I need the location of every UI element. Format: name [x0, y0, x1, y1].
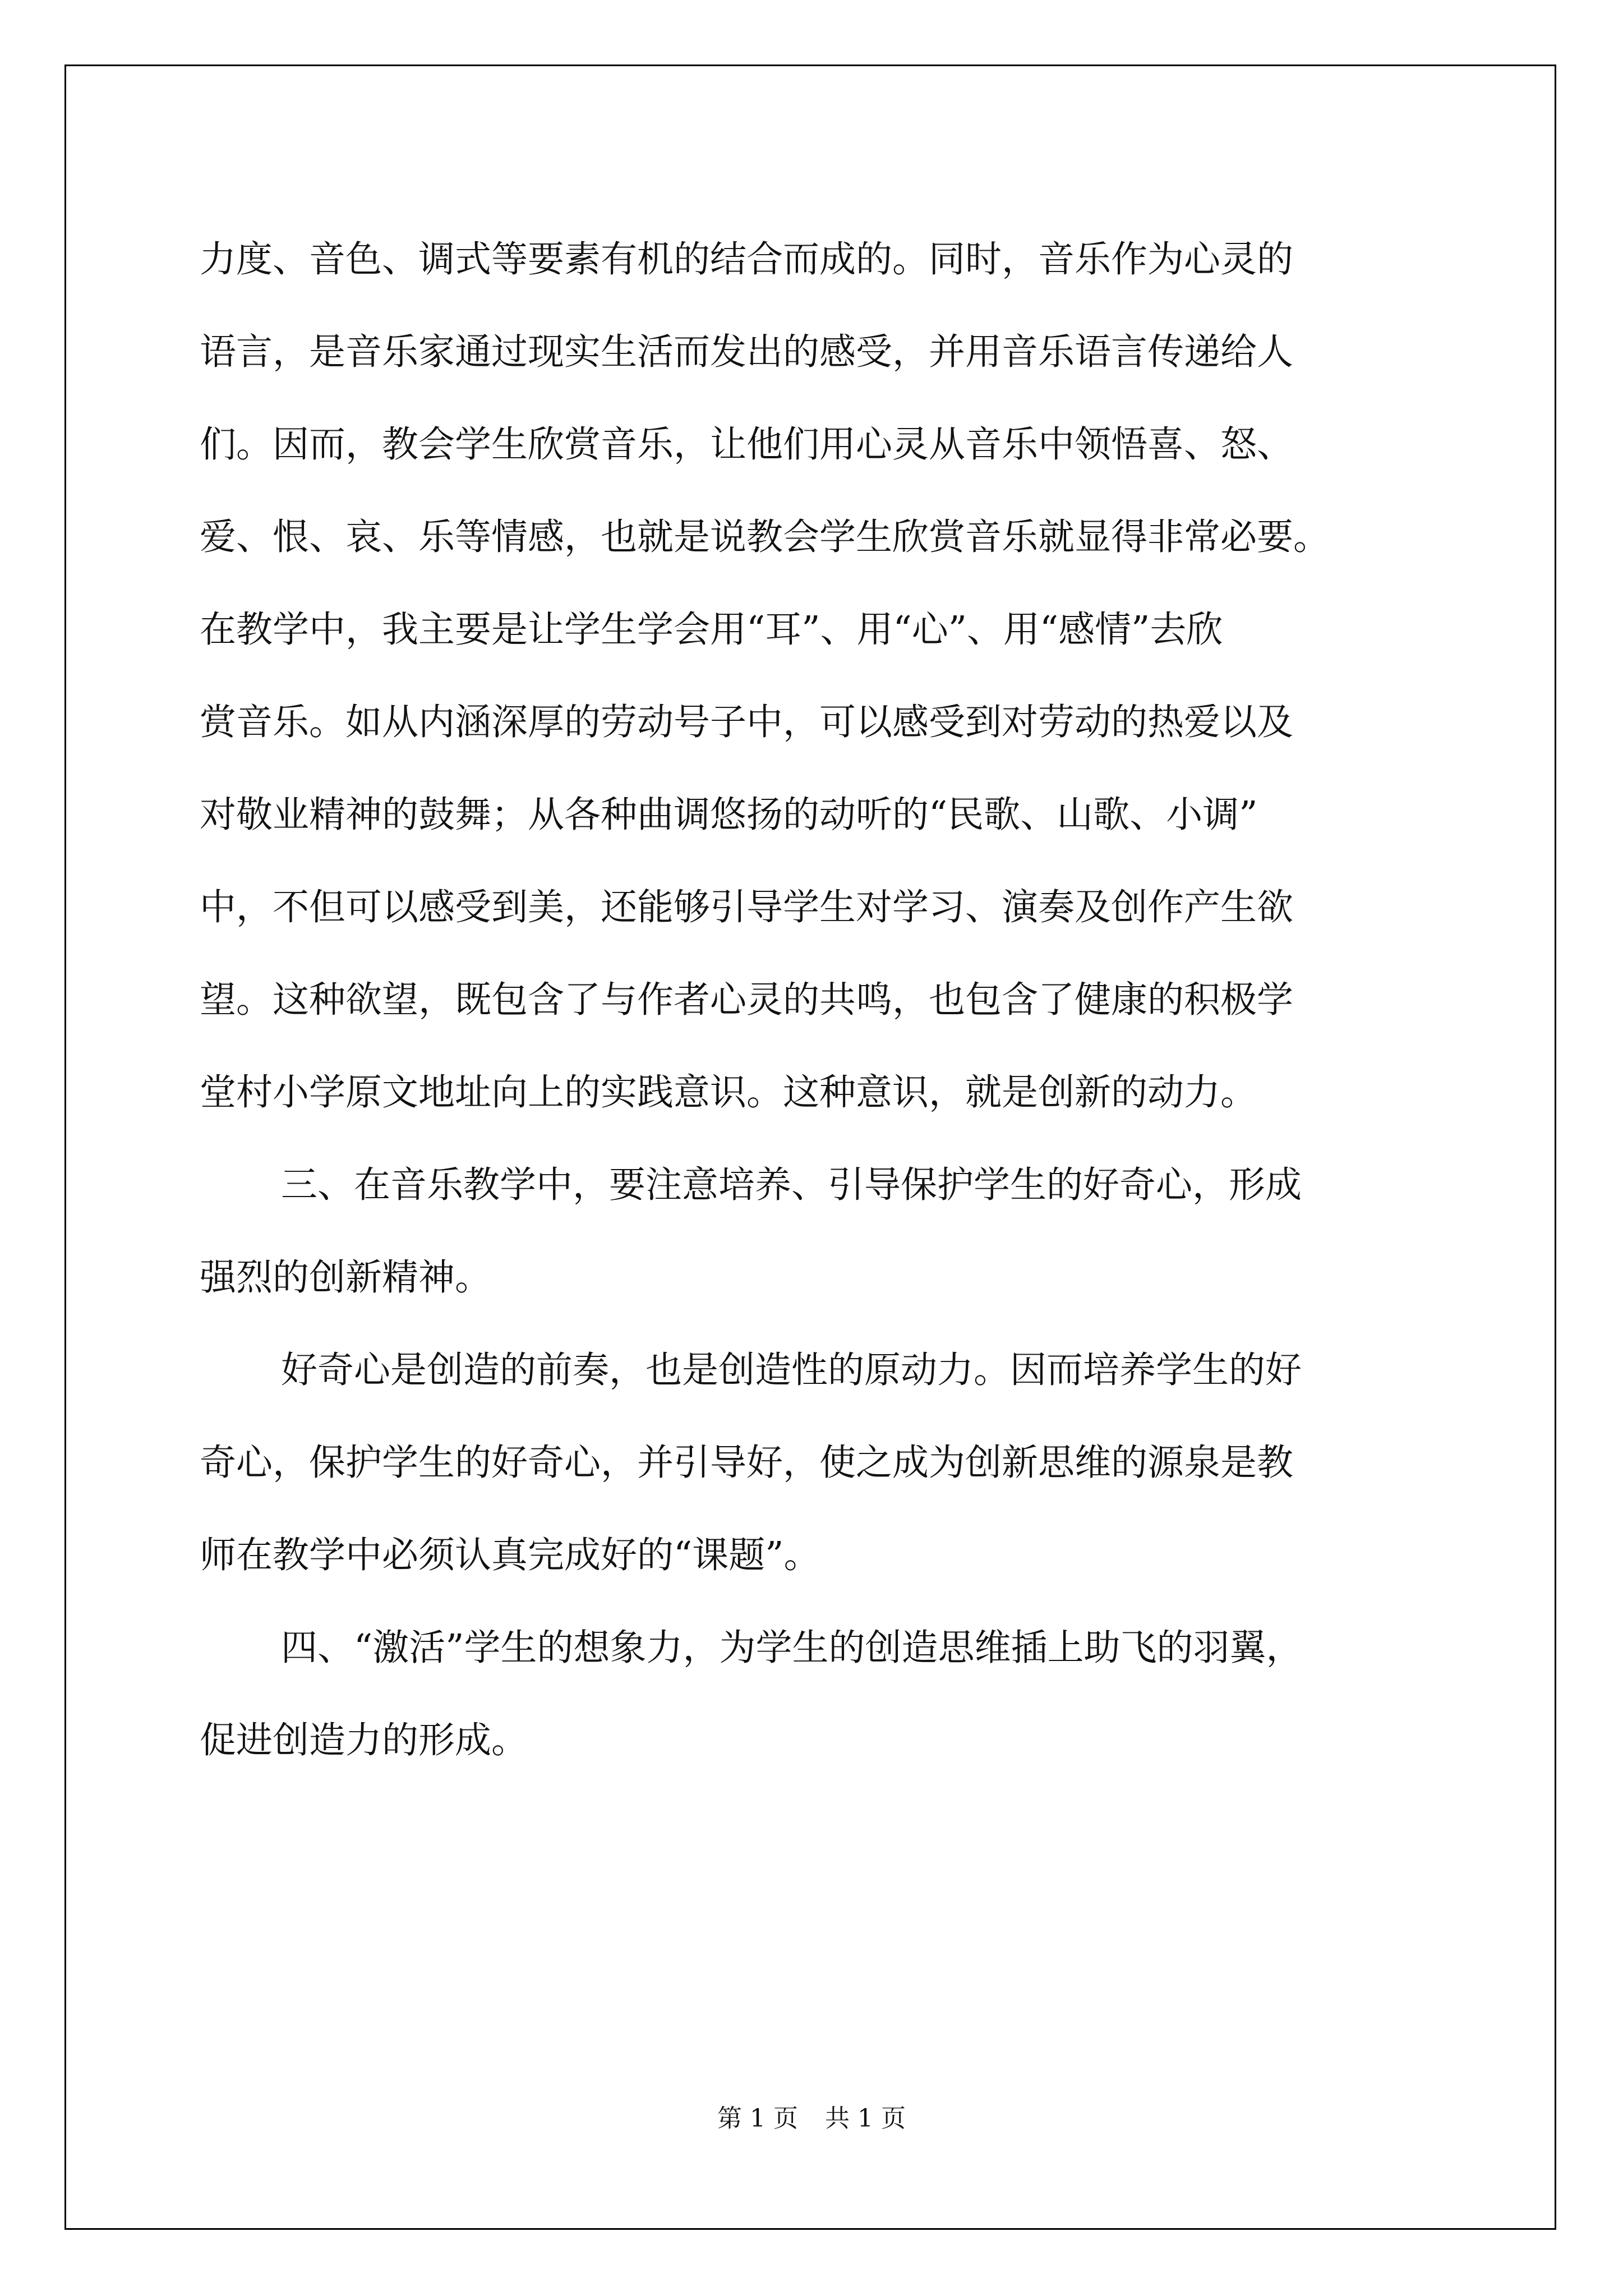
text-line: 强烈的创新精神。 [200, 1257, 492, 1299]
text-line: 爱、恨、哀、乐等情感，也就是说教会学生欣赏音乐就显得非常必要。 [200, 516, 1330, 558]
text-line: 望。这种欲望，既包含了与作者心灵的共鸣，也包含了健康的积极学 [200, 979, 1294, 1021]
text-line: 对敬业精神的鼓舞；从各种曲调悠扬的动听的“民歌、山歌、小调” [200, 794, 1258, 836]
paragraph-3 [200, 1324, 1450, 1602]
text-line: 中，不但可以感受到美，还能够引导学生对学习、演奏及创作产生欲 [200, 886, 1294, 928]
text-line: 堂村小学原文地址向上的实践意识。这种意识，就是创新的动力。 [200, 1071, 1257, 1114]
text-line: 在教学中，我主要是让学生学会用“耳”、用“心”、用“感情”去欣 [200, 609, 1223, 651]
text-line: 好奇心是创造的前奏，也是创造性的原动力。因而培养学生的好 [281, 1349, 1302, 1391]
page-total: 共 1 页 [825, 2104, 906, 2133]
page-footer [0, 2098, 1623, 2134]
paragraph-2-heading [200, 1139, 1450, 1324]
text-line: 语言，是音乐家通过现实生活而发出的感受，并用音乐语言传递给人 [200, 331, 1294, 373]
text-line: 奇心，保护学生的好奇心，并引导好，使之成为创新思维的源泉是教 [200, 1442, 1294, 1484]
paragraph-4-heading [200, 1602, 1450, 1787]
text-line: 力度、音色、调式等要素有机的结合而成的。同时，音乐作为心灵的 [200, 238, 1294, 280]
text-line: 师在教学中必须认真完成好的“课题”。 [200, 1534, 820, 1576]
page-number: 第 1 页 [717, 2104, 798, 2133]
text-line: 赏音乐。如从内涵深厚的劳动号子中，可以感受到对劳动的热爱以及 [200, 701, 1294, 743]
text-line: 三、在音乐教学中，要注意培养、引导保护学生的好奇心，形成 [281, 1164, 1302, 1206]
text-line: 们。因而，教会学生欣赏音乐，让他们用心灵从音乐中领悟喜、怒、 [200, 424, 1294, 466]
paragraph-1 [200, 213, 1450, 1139]
text-line: 四、“激活”学生的想象力，为学生的创造思维插上助飞的羽翼， [281, 1627, 1303, 1669]
text-line: 促进创造力的形成。 [200, 1719, 528, 1761]
document-body [200, 213, 1450, 1787]
